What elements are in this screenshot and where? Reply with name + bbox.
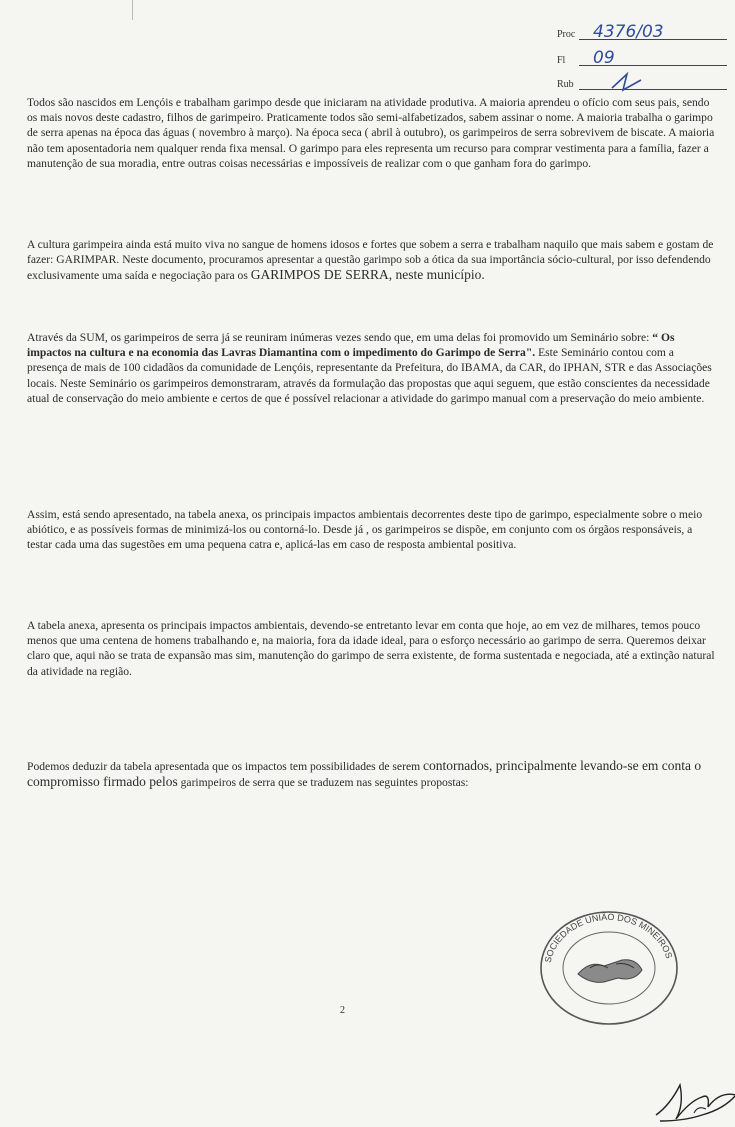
paragraph-6-emphasis: contornados, principalmente levando-se em conta o compromisso firmado pelos bbox=[27, 758, 702, 790]
proc-label: Proc bbox=[557, 29, 576, 40]
fl-row bbox=[557, 46, 733, 68]
paragraph-6-text-b: garimpeiros de serra que se traduzem nas seguintes propostas: bbox=[177, 776, 469, 790]
paragraph-2 bbox=[27, 237, 717, 284]
association-seal-icon bbox=[538, 908, 680, 1028]
rub-line bbox=[579, 89, 727, 90]
page-number: 2 bbox=[340, 1005, 345, 1016]
fl-value: 09 bbox=[593, 48, 615, 68]
rub-label: Rub bbox=[557, 79, 574, 90]
paragraph-2-emphasis: GARIMPOS DE SERRA, neste município. bbox=[250, 267, 485, 283]
proc-value: 4376/03 bbox=[593, 22, 664, 42]
fl-label: Fl bbox=[557, 55, 566, 66]
seal-text: SOCIEDADE UNIÃO DOS MINEIROS bbox=[542, 911, 675, 964]
rub-row bbox=[557, 70, 733, 92]
paragraph-1: Todos são nascidos em Lençóis e trabalham garimpo desde que iniciaram na atividade produtiva. A maioria aprendeu o ofício com seus pais, sendo os mais novos deste cadastro, filhos de garimpeiro. Praticamente todos são semi-alfabetizados, sabem assinar o nome. A maioria trabalha o garimpo de serra apenas na época das águas ( novembro à março). Na época seca ( abril à outubro), os garimpeiros de serra sobrevivem de biscate. A maioria não tem aposentadoria nem qualquer renda fixa mensal. O garimpo para eles representa um recurso para comprar vestimenta para a família, fazer a manutenção de sua moradia, entre outras coisas necessárias e impossíveis de realizar com o que ganham fora do garimpo. bbox=[27, 96, 715, 170]
paragraph-3-text-b: Este Seminário contou com a presença de mais de 100 cidadãos da comunidade de Lençóis, representante da Prefeitura, do IBAMA, da CAR, do IPHAN, STR e das Associações locais. Neste Seminário os garimpeiros demonstraram, através da formulação das propostas que aqui seguem, que estão conscientes da necessidade atual de conservação do meio ambiente e certos de que é possível relacionar a atividade do garimpo manual com a preservação do meio ambiente. bbox=[27, 346, 712, 405]
paragraph-5: A tabela anexa, apresenta os principais impactos ambientais, devendo-se entretanto levar em conta que hoje, ao em vez de milhares, temos pouco menos que uma centena de homens trabalhando e, na maioria, fora da idade ideal, para o esforço necessário ao garimpo de serra. Queremos deixar claro que, aqui não se trata de expansão mas sim, manutenção do garimpo de serra existente, de forma sustentada e negociada, até a extinção natural da atividade na região. bbox=[27, 619, 715, 678]
paragraph-6-text-a: Podemos deduzir da tabela apresentada que os impactos tem possibilidades de serem bbox=[27, 760, 424, 773]
paragraph-6 bbox=[27, 758, 717, 790]
signature-icon bbox=[650, 1075, 735, 1127]
paragraph-2-text: A cultura garimpeira ainda está muito viva no sangue de homens idosos e fortes que sobem a serra e trabalham naquilo que mais sabem e gostam de fazer: GARIMPAR. Neste documento, procuramos apresentar a questão garimpo sob a ótica da sua importância sócio-cultural, por isso defendendo exclusivamente uma saída e negociação para os bbox=[27, 238, 714, 283]
paragraph-3-text-a: Através da SUM, os garimpeiros de serra já se reuniram inúmeras vezes sendo que, em uma delas foi promovido um Seminário sobre: bbox=[27, 331, 653, 344]
proc-row bbox=[557, 20, 733, 42]
scan-mark bbox=[132, 0, 133, 20]
paragraph-4: Assim, está sendo apresentado, na tabela anexa, os principais impactos ambientais decorrentes deste tipo de garimpo, especialmente sobre o meio abiótico, e as possíveis formas de minimizá-los ou contorná-lo. Desde já , os garimpeiros se dispõe, em conjunto com os órgãos responsáveis, a testar cada uma das sugestões em uma pequena catra e, aplicá-las em caso de resposta ambiental positiva. bbox=[27, 508, 703, 552]
paragraph-3-seminar-title: “ Os impactos na cultura e na economia das Lavras Diamantina com o impedimento do Garimpo de Serra". bbox=[27, 331, 675, 360]
paragraph-3 bbox=[27, 330, 717, 406]
rubric-signature-icon bbox=[607, 70, 647, 92]
